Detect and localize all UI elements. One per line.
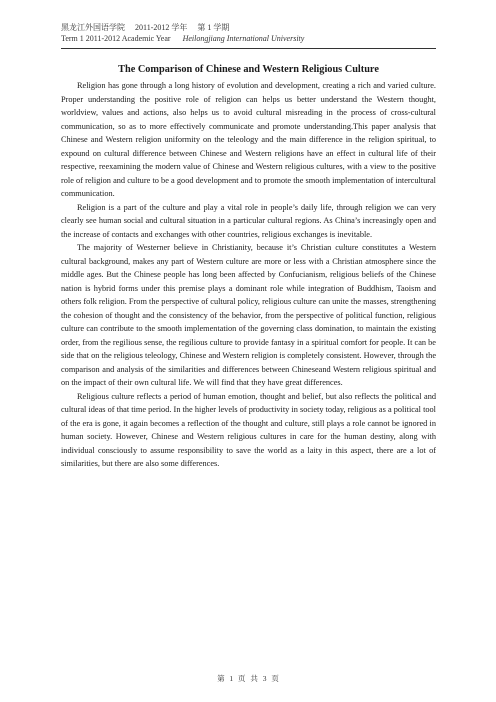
paragraph-2: Religion is a part of the culture and play a vital role in people’s daily life, through religion we can very clearly see human social and cultural situation in a particular cultural regions. As China’s increasingly open and the increase of contacts and exchanges with other countries, religious exchanges is inevitable. bbox=[61, 202, 436, 239]
university-name-en: Heilongjiang International University bbox=[182, 34, 305, 43]
page-header bbox=[61, 22, 436, 44]
school-name: 黑龙江外国语学院 bbox=[61, 23, 125, 32]
term-cn: 第 1 学期 bbox=[197, 23, 230, 32]
header-chinese-line bbox=[61, 22, 436, 33]
header-english-line bbox=[61, 33, 436, 44]
header-divider bbox=[61, 48, 436, 49]
paragraph-3: The majority of Westerner believe in Christianity, because it’s Christian culture constitutes a Western cultural background, makes any part of Western culture are more or less with a Christian atmosphere since the middle ages. But the Chinese people has long been affected by Confucianism, religious beliefs of the Chinese nation is hybrid forms under this premise plays a dominant role while integration of Buddhism, Taoism and others folk religion. From the perspective of cultural policy, religious culture can unite the masses, strengthening the cohesion of thought and the consistency of the behavior, from the perspective of political function, religious culture can contribute to the smooth implementation of the governing class domination, to maintain the existing order, from the regilious sense, the regilious culture to provide fantasy in a spiritual comfort for people. It can be side that on the religious teleology, Chinese and Western religion is completely consistent. However, through the comparison and analysis of the similarities and differences between Chineseand Western religious spiritual and on the impact of their own cultural life. We will find that they have great differences. bbox=[61, 243, 436, 387]
document-body bbox=[61, 79, 436, 471]
term-en: Term 1 2011-2012 Academic Year bbox=[61, 34, 171, 43]
document-title: The Comparison of Chinese and Western Religious Culture bbox=[118, 64, 379, 75]
paragraph-1: Religion has gone through a long history of evolution and development, creating a rich and varied culture. Proper understanding the positive role of religion can helps us better understand the Western thought, worldview, values and actions, also helps us to avoid cultural misreading in the process of cross-cultural communication, so as to more effectively communicate and promote understanding.This paper analysis that Chinese and Western religion uniformity on the teleology and the main difference in the religion spiritual, to expound on cultural difference between Chinese and Western religions have an effect in cultural life of their respective, reexamining the modern value of Chinese and Western religious cultures, with a view to the positive role of religion and culture to be a good development and to promote the smooth implementation of intercultural communication. bbox=[61, 81, 436, 198]
academic-year-cn: 2011-2012 学年 bbox=[135, 23, 188, 32]
page-number-footer: 第 1 页 共 3 页 bbox=[217, 674, 279, 683]
paragraph-4: Religious culture reflects a period of human emotion, thought and belief, but also reflects the political and cultural ideas of that time period. In the higher levels of productivity in society today, religious as a political tool of the era is gone, it again becomes a reflection of the thought and culture, still plays a role cannot be ignored in human society. However, Chinese and Western religious cultures in care for the human destiny, along with individual consciously to assume responsibility to save the world as a laity in this aspect, there are a lot of similarities, but there are also some differences. bbox=[61, 391, 436, 468]
